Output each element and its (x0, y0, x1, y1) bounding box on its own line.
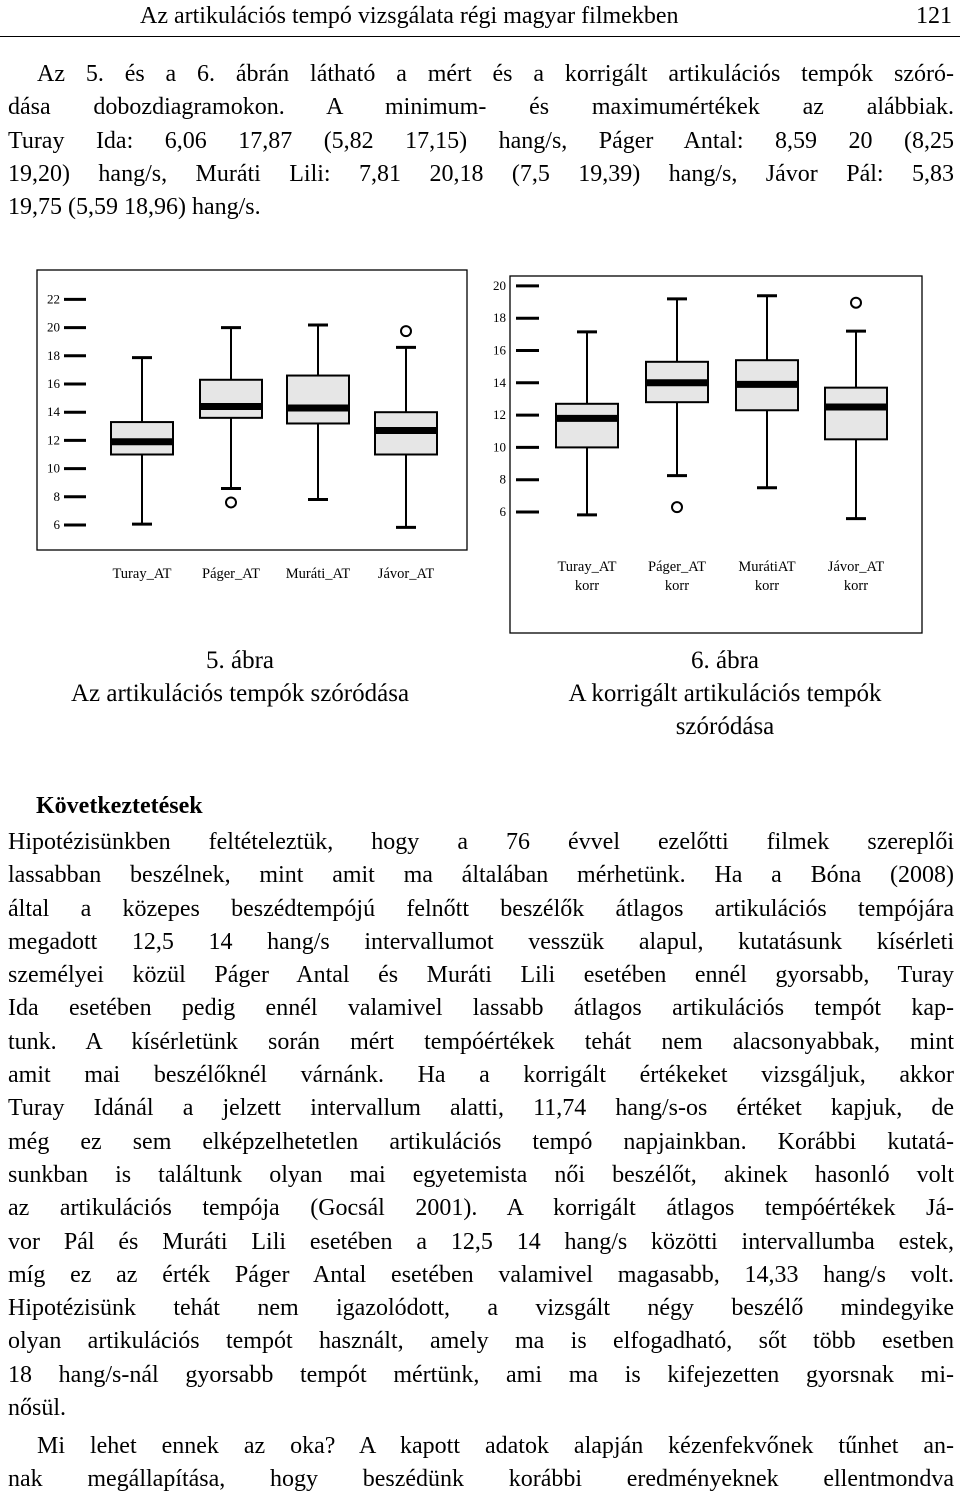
y-tick-label: 18 (47, 347, 60, 363)
category-label: Muráti_AT (285, 566, 351, 582)
box-plot-fig5 (37, 270, 467, 582)
body-line: 18 hang/s-nál gyorsabb tempót mértünk, ami ma is kifejezetten gyorsnak mi- (8, 1361, 954, 1388)
body-line: megadott 12,5 14 hang/s intervallumot vesszük alapul, kutatásunk kísérleti (8, 928, 954, 955)
body-line: még ez sem elképzelhetetlen artikulációs tempó napjainkban. Korábbi kutatá- (8, 1128, 954, 1155)
body-line: amit mai beszélőknél várnánk. Ha a korrigált értékeket vizsgáljuk, akkor (8, 1062, 954, 1089)
body-line: Mi lehet ennek az oka? A kapott adatok alapján kézenfekvőnek tűnhet an- (37, 1433, 954, 1459)
y-tick-label: 20 (493, 277, 506, 293)
intro-line: 19,20) hang/s, Muráti Lili: 7,81 20,18 (7,5 19,39) hang/s, Jávor Pál: 5,83 (8, 160, 954, 187)
category-label: korr (574, 578, 600, 594)
body-line: nak megállapítása, hogy beszédünk korábbi eredményeknek ellentmondva (8, 1466, 954, 1493)
intro-line: Az 5. és a 6. ábrán látható a mért és a korrigált artikulációs tempók szóró- (37, 61, 954, 87)
body-line: lassabban beszélnek, mint amit ma általában mérhetünk. Ha a Bóna (2008) (8, 862, 954, 889)
y-tick-label: 14 (493, 374, 506, 390)
page-number: 121 (916, 3, 952, 29)
figure-6-caption (500, 644, 950, 743)
iqr-box (200, 380, 262, 418)
outlier-point (226, 497, 236, 507)
body-line: által a közepes beszédtempójú felnőtt beszélők átlagos artikulációs tempójára (8, 895, 954, 922)
y-tick-label: 22 (47, 291, 60, 307)
outlier-point (851, 298, 861, 308)
figure-6-text-line1: A korrigált artikulációs tempók (568, 680, 882, 707)
iqr-box (556, 404, 618, 448)
body-line: vor Pál és Muráti Lili esetében a 12,5 14 hang/s közötti intervallumba estek, (8, 1228, 954, 1255)
body-line: míg ez az érték Páger Antal esetében valamivel magasabb, 14,33 hang/s volt. (8, 1261, 954, 1288)
y-tick-label: 12 (47, 432, 60, 448)
intro-line: Turay Ida: 6,06 17,87 (5,82 17,15) hang/s, Páger Antal: 8,59 20 (8,25 (8, 127, 954, 154)
category-label: Turay_AT (557, 559, 617, 575)
iqr-box (111, 422, 173, 454)
body-line: Hipotézisünkben feltételeztük, hogy a 76 évvel ezelőtti filmek szereplői (8, 829, 954, 855)
intro-line: 19,75 (5,59 18,96) hang/s. (8, 194, 261, 221)
figure-6-number: 6. ábra (690, 647, 760, 674)
y-tick-label: 10 (47, 460, 60, 476)
category-label: MurátiAT (738, 559, 796, 575)
y-tick-label: 6 (499, 504, 506, 519)
category-label: korr (664, 578, 690, 594)
y-tick-label: 8 (53, 488, 60, 504)
y-tick-label: 6 (53, 517, 60, 532)
y-tick-label: 20 (47, 319, 60, 335)
category-label: korr (843, 578, 869, 594)
outlier-point (672, 502, 682, 512)
section-heading: Következtetések (36, 793, 203, 819)
body-line: Turay Idánál a jelzett intervallum alatti, 11,74 hang/s-os értéket kapjuk, de (8, 1095, 954, 1122)
figure-6-text-line2: szóródása (675, 713, 775, 740)
figures (0, 0, 960, 640)
y-tick-label: 8 (499, 471, 506, 487)
figure-5-caption (30, 644, 450, 710)
body-line: sunkban is találtunk olyan mai egyetemista női beszélőt, akinek hasonló volt (8, 1161, 954, 1188)
category-label: Jávor_AT (827, 559, 885, 575)
body-line: Hipotézisünk tehát nem igazolódott, a vizsgált négy beszélő mindegyike (8, 1295, 954, 1322)
body-line: tunk. A kísérletünk során mért tempóértékek tehát nem alacsonyabbak, mint (8, 1028, 954, 1055)
question-paragraph (8, 1430, 954, 1497)
iqr-box (287, 376, 349, 424)
body-line: az artikulációs tempója (Gocsál 2001). A korrigált átlagos tempóértékek Já- (8, 1195, 954, 1222)
category-label: korr (754, 578, 780, 594)
y-tick-label: 16 (47, 376, 60, 391)
iqr-box (825, 388, 887, 440)
y-tick-label: 16 (493, 342, 506, 358)
outlier-point (401, 326, 411, 336)
figure-5-text: Az artikulációs tempók szóródása (70, 680, 410, 707)
y-tick-label: 18 (493, 310, 506, 326)
y-tick-label: 10 (493, 439, 506, 455)
conclusions-paragraph (8, 826, 954, 1425)
y-tick-label: 12 (493, 407, 506, 423)
box-plot-fig6 (493, 276, 922, 633)
category-label: Páger_AT (202, 566, 260, 582)
body-line: Ida esetében pedig ennél valamivel lassabb átlagos artikulációs tempót kap- (8, 995, 954, 1022)
running-title: Az artikulációs tempó vizsgálata régi magyar filmekben (140, 3, 679, 29)
figure-5-number: 5. ábra (205, 647, 275, 674)
category-label: Turay_AT (112, 566, 172, 582)
body-line: olyan artikulációs tempót használt, amely ma is elfogadható, sőt több esetben (8, 1328, 954, 1355)
body-line: személyei közül Páger Antal és Muráti Lili esetében ennél gyorsabb, Turay (8, 962, 954, 989)
category-label: Páger_AT (648, 559, 706, 575)
category-label: Jávor_AT (377, 566, 435, 582)
body-line: nősül. (8, 1395, 67, 1422)
y-tick-label: 14 (47, 404, 60, 420)
intro-line: dása dobozdiagramokon. A minimum- és maximumértékek az alábbiak. (8, 94, 954, 121)
